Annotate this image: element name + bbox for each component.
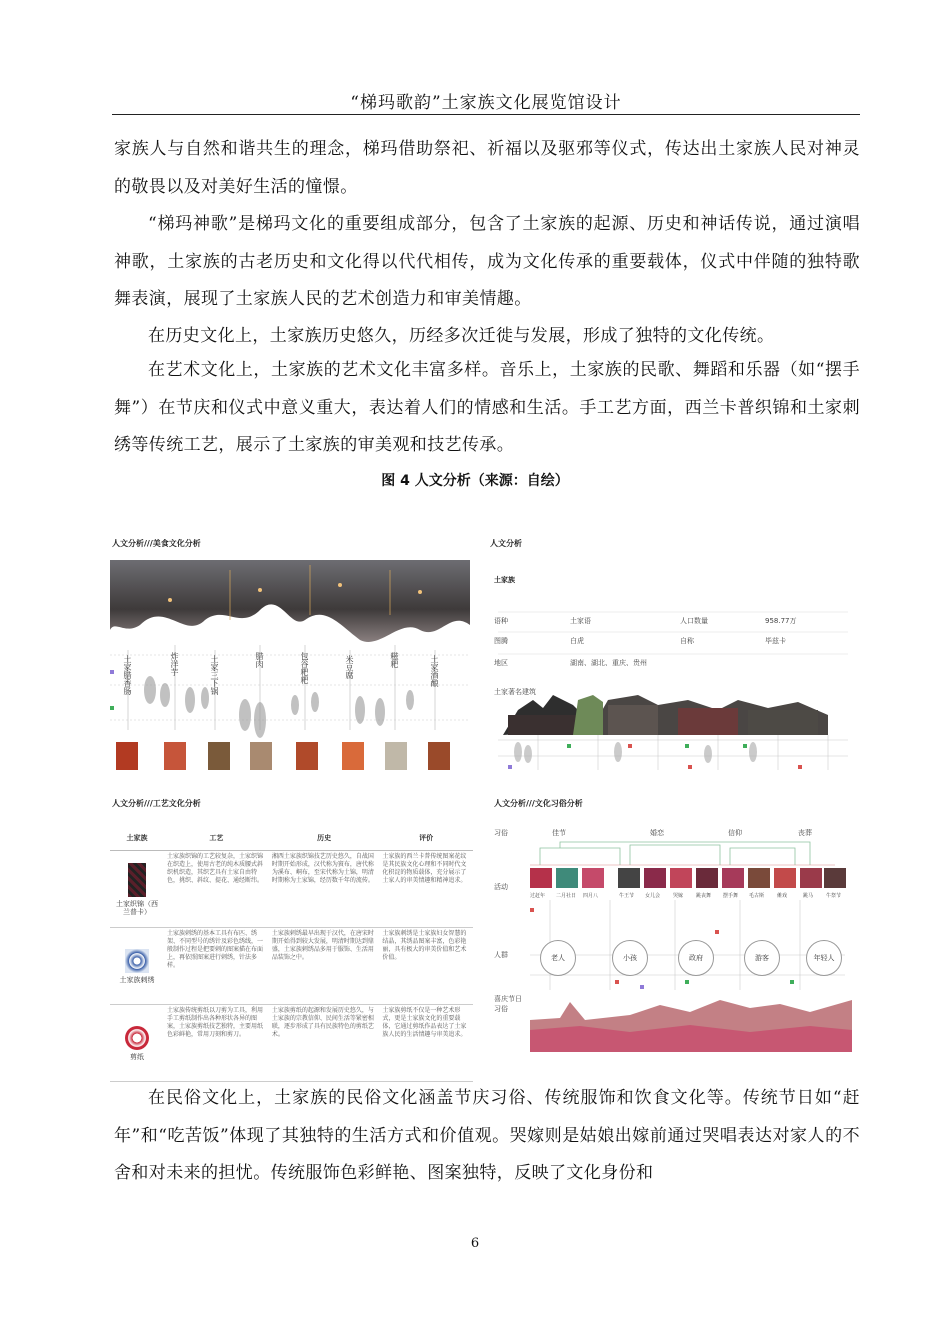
customs-row-label: 喜庆节日习俗 bbox=[494, 995, 522, 1013]
para-1: 家族人与自然和谐共生的理念，梯玛借助祭祀、祈福以及驱邪等仪式，传达出土家族人民对神灵的敬畏以及对美好生活的憧憬。 bbox=[114, 139, 860, 197]
activity-label: 过赶年 bbox=[530, 893, 546, 899]
craft-col-header: 评价 bbox=[379, 826, 473, 851]
running-header: “梯玛歌韵”土家族文化展览馆设计 bbox=[350, 93, 622, 113]
brocade-image bbox=[128, 863, 146, 897]
dish-label: 糍粑 bbox=[390, 652, 399, 668]
people-bubble: 年轻人 bbox=[806, 940, 842, 976]
papercut-image bbox=[125, 1026, 149, 1050]
table-row bbox=[110, 851, 473, 928]
custom-label: 婚恋 bbox=[650, 829, 664, 837]
buildings-illustration bbox=[478, 530, 853, 775]
table-row bbox=[110, 1005, 473, 1082]
craft-cell: 土家族刺绣是土家族妇女智慧的结晶，其绣品图案丰富，色彩艳丽，具有极大的审美价值和艺术价值。 bbox=[379, 928, 473, 1005]
header-rule bbox=[112, 114, 860, 115]
overview-value: 土家语 bbox=[570, 617, 591, 625]
overview-value: 湖南、湖北、重庆、贵州 bbox=[570, 659, 647, 667]
activity-label: 跳马 bbox=[803, 893, 814, 899]
customs-row-label: 人群 bbox=[494, 951, 508, 959]
craft-panel bbox=[110, 790, 474, 1061]
custom-label: 佳节 bbox=[552, 829, 566, 837]
dish-label: 米豆腐 bbox=[345, 655, 354, 679]
craft-cell: 土家族织锦的工艺较复杂，土家织锦在织造上，使用古老的纯木质腰式斜织机织造，其织艺具有土家自由特色，挑织、斜纹、提花、通经断纬。 bbox=[164, 851, 269, 928]
food-street-scene bbox=[110, 530, 470, 775]
craft-cell: 土家族刺绣的基本工具有布匹、绣架、不同型号的绣针及彩色绣线，一般制作过程是把要刺的图案描在布面上，再依照图案进行刺绣，针法多样。 bbox=[164, 928, 269, 1005]
dish-label: 土家酒酿 bbox=[430, 655, 439, 687]
customs-row-label: 活动 bbox=[494, 883, 508, 891]
para-4: 在艺术文化上，土家族的艺术文化丰富多样。音乐上，土家族的民歌、舞蹈和乐器（如“摆手舞”）在节庆和仪式中意义重大，表达着人们的情感和生活。手工艺方面，西兰卡普织锦和土家刺绣等传统工艺，展示了土家族的审美观和技艺传承。 bbox=[114, 360, 860, 455]
activity-label: 跳丧舞 bbox=[696, 893, 712, 899]
activity-label: 牛王节 bbox=[619, 893, 635, 899]
embroidery-image bbox=[125, 949, 149, 973]
overview-value: 958.77万 bbox=[765, 617, 797, 625]
dish-label: 包谷粑粑 bbox=[300, 652, 309, 684]
customs-title: 人文分析///文化习俗分析 bbox=[494, 799, 583, 808]
overview-key: 地区 bbox=[494, 659, 508, 667]
overview-key: 自称 bbox=[680, 637, 694, 645]
overview-title: 人文分析 bbox=[490, 539, 522, 548]
customs-row-label: 习俗 bbox=[494, 829, 508, 837]
para-5: 在民俗文化上，土家族的民俗文化涵盖节庆习俗、传统服饰和饮食文化等。传统节日如“赶年”和“吃苦饭”体现了其独特的生活方式和价值观。哭嫁则是姑娘出嫁前通过哭唱表达对家人的不舍和对未来的担忧。传统服饰色彩鲜艳、图案独特，反映了文化身份和 bbox=[114, 1088, 860, 1183]
craft-cell: 湘西土家族织锦技艺历史悠久，自战国时期开始形成，汉代称为賨布，唐代称为溪布、峒布，至宋代称为土锦，明清时期称为土家锦，经历数千年的流传。 bbox=[269, 851, 379, 928]
custom-label: 信仰 bbox=[728, 829, 742, 837]
craft-cell: 土家族传统剪纸以刀剪为工具，利用手工剪纸制作出各种形状各异的图案，土家族剪纸技艺独特，主要用纸色彩鲜艳，常用刀刻和剪刀。 bbox=[164, 1005, 269, 1082]
craft-name: 土家织锦（西兰普卡） bbox=[116, 899, 158, 916]
activity-label: 傩戏 bbox=[777, 893, 788, 899]
craft-col-header: 土家族 bbox=[110, 826, 164, 851]
overview-value: 白虎 bbox=[570, 637, 584, 645]
overview-subtitle: 土家族 bbox=[494, 576, 515, 584]
dish-label: 腊肉 bbox=[255, 652, 264, 668]
buildings-label: 土家著名建筑 bbox=[494, 688, 536, 696]
customs-panel bbox=[490, 790, 852, 1052]
overview-value: 毕兹卡 bbox=[765, 637, 786, 645]
activity-label: 二月社日 bbox=[556, 893, 577, 899]
activity-label: 摆手舞 bbox=[723, 893, 739, 899]
overview-key: 图腾 bbox=[494, 637, 508, 645]
craft-cell: 土家族的西兰卡普传统图案花纹是其民族文化心理和不同时代文化积淀的物质载体，充分展示了土家人的审美情趣和精神追求。 bbox=[379, 851, 473, 928]
custom-label: 丧葬 bbox=[798, 829, 812, 837]
craft-col-header: 工艺 bbox=[164, 826, 269, 851]
dish-label: 炸洋芋 bbox=[170, 652, 179, 676]
overview-key: 语种 bbox=[494, 617, 508, 625]
activity-label: 女儿会 bbox=[645, 893, 661, 899]
dish-label: 土家三下锅 bbox=[210, 655, 219, 695]
food-panel-title: 人文分析///美食文化分析 bbox=[112, 539, 201, 548]
activity-label: 牛祭节 bbox=[826, 893, 842, 899]
food-panel bbox=[110, 530, 470, 775]
dish-label: 土家腊香肠 bbox=[123, 655, 132, 695]
people-bubble: 老人 bbox=[540, 940, 576, 976]
figure-caption: 图 4 人文分析（来源：自绘） bbox=[381, 473, 569, 489]
people-bubble: 政府 bbox=[678, 940, 714, 976]
craft-col-header: 历史 bbox=[269, 826, 379, 851]
people-bubble: 小孩 bbox=[612, 940, 648, 976]
overview-panel bbox=[478, 530, 853, 775]
craft-table bbox=[110, 826, 473, 1082]
people-bubble: 游客 bbox=[744, 940, 780, 976]
craft-cell: 土家族刺绣最早出现于汉代，在唐宋时期开始得到较大发展，明清时期达到鼎盛，土家族刺绣品多用于服饰、生活用品装饰之中。 bbox=[269, 928, 379, 1005]
activity-label: 哭嫁 bbox=[673, 893, 684, 899]
craft-cell: 土家族剪纸的起源和发展历史悠久，与土家族的宗教信仰、民间生活等紧密相联，逐步形成了具有民族特色的剪纸艺术。 bbox=[269, 1005, 379, 1082]
page-number: 6 bbox=[470, 1236, 480, 1251]
para-2: “梯玛神歌”是梯玛文化的重要组成部分，包含了土家族的起源、历史和神话传说，通过演唱神歌，土家族的古老历史和文化得以代代相传，成为文化传承的重要载体，仪式中伴随的独特歌舞表演，展现了土家族人民的艺术创造力和审美情趣。 bbox=[114, 214, 860, 309]
craft-name: 剪纸 bbox=[130, 1052, 144, 1061]
overview-key: 人口数量 bbox=[680, 617, 708, 625]
para-3: 在历史文化上，土家族历史悠久，历经多次迁徙与发展，形成了独特的文化传统。 bbox=[148, 326, 775, 346]
customs-diagram bbox=[490, 790, 852, 1052]
craft-title: 人文分析///工艺文化分析 bbox=[112, 799, 201, 808]
craft-header-row bbox=[110, 826, 473, 851]
activity-label: 四月八 bbox=[583, 893, 599, 899]
activity-label: 毛古斯 bbox=[749, 893, 765, 899]
craft-cell: 土家族剪纸不仅是一种艺术形式，更是土家族文化的重要载体，它通过剪纸作品表达了土家族人民的生活情趣与审美追求。 bbox=[379, 1005, 473, 1082]
craft-name: 土家族刺绣 bbox=[119, 975, 155, 984]
table-row bbox=[110, 928, 473, 1005]
